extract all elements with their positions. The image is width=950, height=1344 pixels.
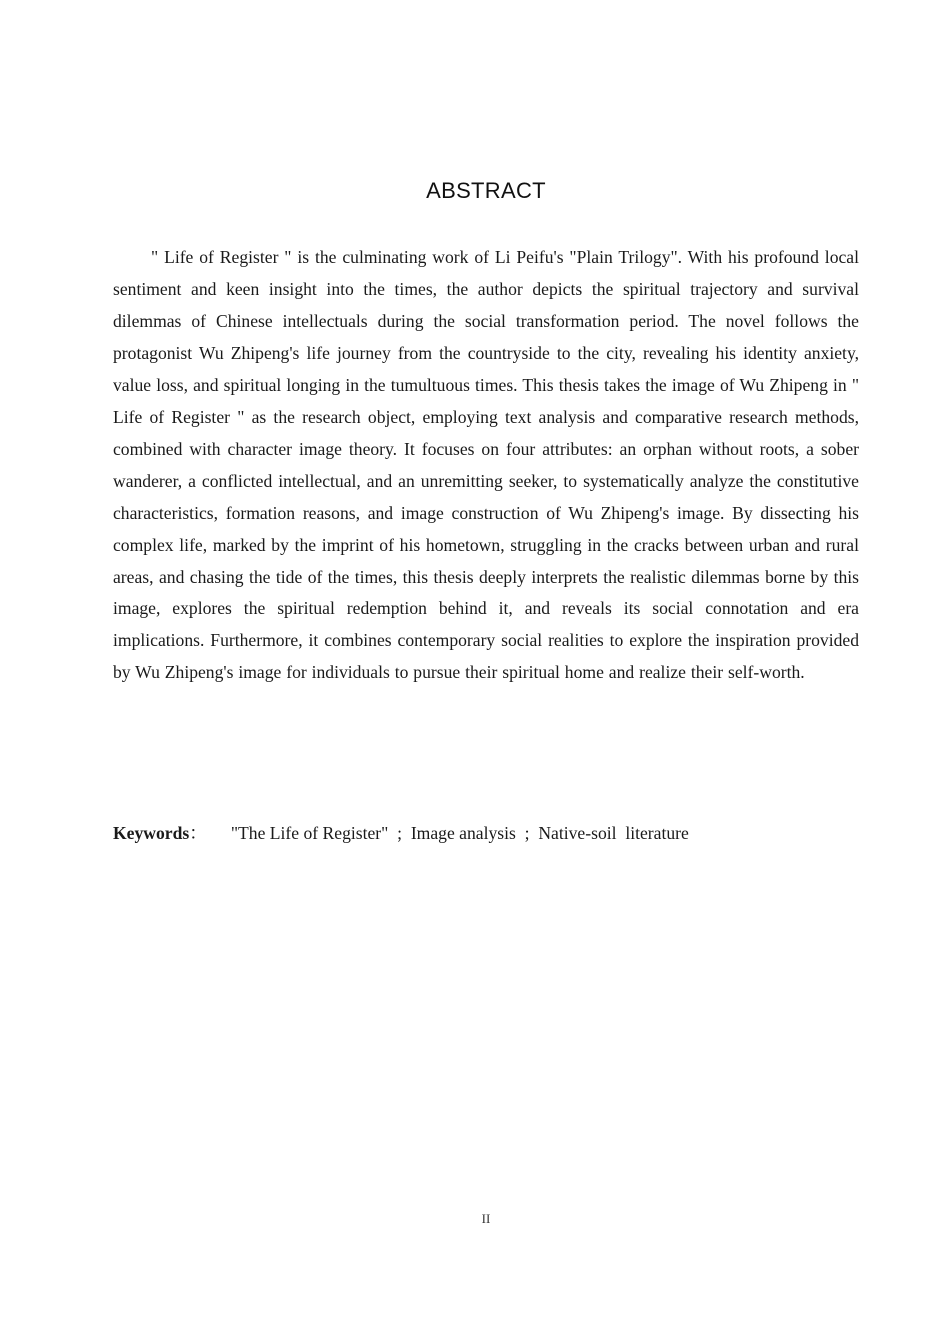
keywords-label: Keywords xyxy=(113,823,190,843)
keywords-line xyxy=(113,818,859,848)
abstract-title: ABSTRACT xyxy=(426,178,546,203)
page-number: II xyxy=(481,1211,491,1226)
keywords-values: "The Life of Register" ; Image analysis ; Native-soil literature xyxy=(230,823,689,843)
keywords-separator: ： xyxy=(189,823,207,843)
abstract-body: " Life of Register " is the culminating work of Li Peifu's "Plain Trilogy". With his profound local sentiment and keen insight into the times, the author depicts the spiritual trajectory and survival dilemmas of Chinese intellectuals during the social transformation period. The novel follows the protagonist Wu Zhipeng's life journey from the countryside to the city, revealing his identity anxiety, value loss, and spiritual longing in the tumultuous times. This thesis takes the image of Wu Zhipeng in " Life of Register " as the research object, employing text analysis and comparative research methods, combined with character image theory. It focuses on four attributes: an orphan without roots, a sober wanderer, a conflicted intellectual, and an unremitting seeker, to systematically analyze the constitutive characteristics, formation reasons, and image construction of Wu Zhipeng's image. By dissecting his complex life, marked by the imprint of his hometown, struggling in the cracks between urban and rural areas, and chasing the tide of the times, this thesis deeply interprets the realistic dilemmas borne by this image, explores the spiritual redemption behind it, and reveals its social connotation and era implications. Furthermore, it combines contemporary social realities to explore the inspiration provided by Wu Zhipeng's image for individuals to pursue their spiritual home and realize their self-worth. xyxy=(113,247,859,683)
